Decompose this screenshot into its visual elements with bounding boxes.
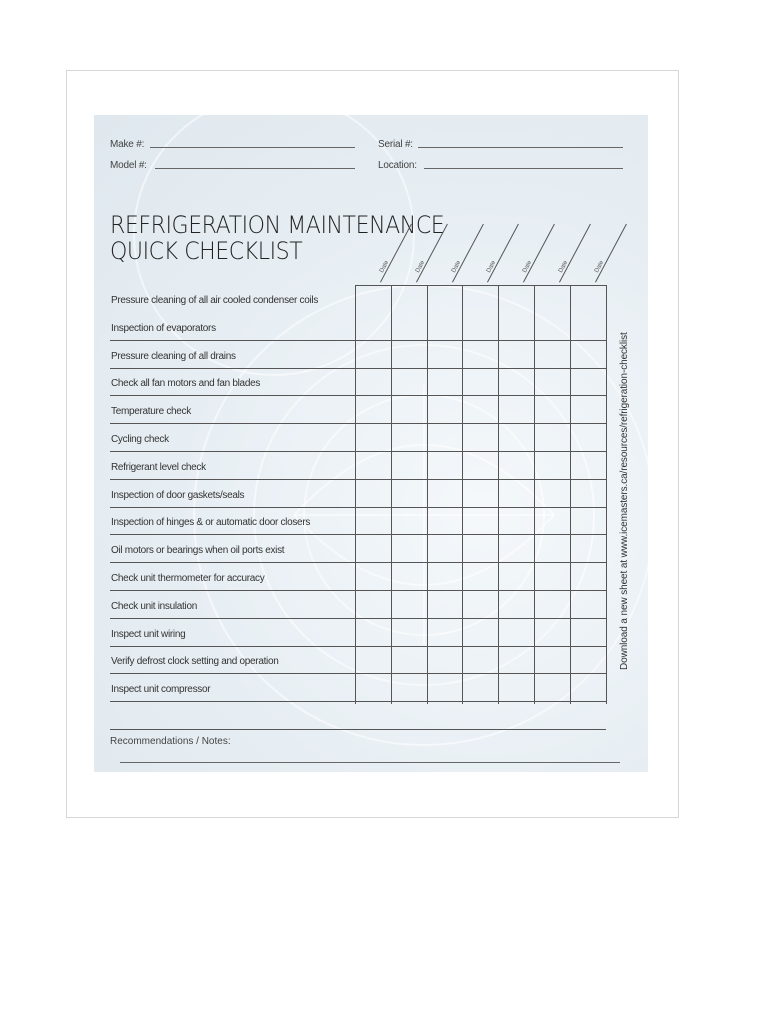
check-cell[interactable] [463, 314, 498, 341]
check-cell[interactable] [428, 647, 463, 674]
check-cell[interactable] [428, 286, 463, 313]
check-cell[interactable] [428, 342, 463, 369]
check-cell[interactable] [571, 620, 606, 647]
check-cell[interactable] [499, 314, 534, 341]
check-cell[interactable] [392, 397, 427, 424]
check-cell[interactable] [463, 647, 498, 674]
task-label: Check unit thermometer for accuracy [111, 573, 265, 584]
check-cell[interactable] [392, 536, 427, 563]
check-cell[interactable] [392, 620, 427, 647]
check-cell[interactable] [392, 647, 427, 674]
make-label: Make #: [110, 139, 145, 150]
check-cell[interactable] [499, 453, 534, 480]
check-cell[interactable] [392, 481, 427, 508]
date-column-label: Date [414, 259, 427, 274]
check-cell[interactable] [356, 314, 391, 341]
check-cell[interactable] [463, 397, 498, 424]
check-cell[interactable] [463, 453, 498, 480]
check-cell[interactable] [428, 397, 463, 424]
check-cell[interactable] [535, 481, 570, 508]
check-cell[interactable] [499, 592, 534, 619]
check-cell[interactable] [392, 425, 427, 452]
check-cell[interactable] [535, 342, 570, 369]
model-field[interactable] [155, 168, 355, 169]
task-label: Cycling check [111, 434, 169, 445]
check-cell[interactable] [535, 647, 570, 674]
check-cell[interactable] [571, 369, 606, 396]
check-cell[interactable] [535, 369, 570, 396]
task-label: Verify defrost clock setting and operation [111, 656, 279, 668]
serial-label: Serial #: [378, 139, 413, 150]
date-column-label: Date [379, 259, 391, 274]
check-cell[interactable] [499, 675, 534, 702]
task-label: Check all fan motors and fan blades [111, 378, 261, 390]
check-cell[interactable] [463, 536, 498, 563]
check-cell[interactable] [428, 425, 463, 452]
check-cell[interactable] [356, 286, 391, 313]
check-cell[interactable] [428, 314, 463, 341]
check-cell[interactable] [428, 620, 463, 647]
check-cell[interactable] [535, 397, 570, 424]
date-column-label: Date [486, 259, 498, 274]
check-cell[interactable] [535, 564, 570, 591]
check-cell[interactable] [463, 369, 498, 396]
check-cell[interactable] [463, 620, 498, 647]
grid-row-line [110, 729, 606, 730]
check-cell[interactable] [356, 536, 391, 563]
check-cell[interactable] [535, 314, 570, 341]
check-cell[interactable] [428, 453, 463, 480]
check-cell[interactable] [499, 536, 534, 563]
check-cell[interactable] [392, 314, 427, 341]
check-cell[interactable] [571, 564, 606, 591]
task-label: Pressure cleaning of all drains [111, 350, 236, 362]
check-cell[interactable] [428, 508, 463, 535]
task-label: Inspection of hinges & or automatic door closers [111, 517, 311, 529]
check-cell[interactable] [392, 369, 427, 396]
check-cell[interactable] [463, 342, 498, 369]
check-cell[interactable] [499, 342, 534, 369]
notes-label: Recommendations / Notes: [110, 736, 231, 747]
check-cell[interactable] [356, 675, 391, 702]
check-cell[interactable] [535, 675, 570, 702]
check-cell[interactable] [392, 592, 427, 619]
date-column-label: Date [522, 259, 534, 274]
check-cell[interactable] [499, 647, 534, 674]
check-cell[interactable] [499, 397, 534, 424]
check-cell[interactable] [571, 481, 606, 508]
location-label: Location: [378, 160, 417, 171]
check-cell[interactable] [499, 425, 534, 452]
check-cell[interactable] [463, 592, 498, 619]
check-cell[interactable] [535, 508, 570, 535]
task-label: Oil motors or bearings when oil ports exist [111, 545, 285, 557]
task-label: Inspect unit wiring [111, 628, 186, 640]
task-label: Refrigerant level check [111, 461, 206, 473]
check-cell[interactable] [428, 536, 463, 563]
location-field[interactable] [424, 168, 623, 169]
check-cell[interactable] [356, 620, 391, 647]
check-cell[interactable] [356, 342, 391, 369]
check-cell[interactable] [392, 342, 427, 369]
check-cell[interactable] [392, 675, 427, 702]
check-cell[interactable] [463, 481, 498, 508]
check-cell[interactable] [356, 369, 391, 396]
check-cell[interactable] [463, 564, 498, 591]
check-cell[interactable] [356, 425, 391, 452]
check-cell[interactable] [535, 425, 570, 452]
check-cell[interactable] [428, 564, 463, 591]
check-cell[interactable] [499, 620, 534, 647]
task-label: Temperature check [111, 406, 191, 418]
check-cell[interactable] [356, 592, 391, 619]
check-cell[interactable] [571, 342, 606, 369]
check-cell[interactable] [499, 286, 534, 313]
download-note: Download a new sheet at www.icemasters.ca/resources/refrigeration-checklist [619, 332, 630, 670]
check-cell[interactable] [463, 675, 498, 702]
check-cell[interactable] [463, 286, 498, 313]
serial-field[interactable] [418, 147, 623, 148]
check-cell[interactable] [392, 508, 427, 535]
task-label: Inspection of door gaskets/seals [111, 489, 245, 501]
title-line-1: REFRIGERATION MAINTENANCE [110, 211, 445, 239]
check-cell[interactable] [499, 481, 534, 508]
check-cell[interactable] [571, 592, 606, 619]
check-cell[interactable] [535, 620, 570, 647]
check-cell[interactable] [535, 536, 570, 563]
check-cell[interactable] [356, 397, 391, 424]
check-cell[interactable] [428, 592, 463, 619]
check-cell[interactable] [571, 397, 606, 424]
check-cell[interactable] [428, 369, 463, 396]
check-cell[interactable] [356, 564, 391, 591]
check-cell[interactable] [428, 675, 463, 702]
check-cell[interactable] [571, 453, 606, 480]
notes-field[interactable] [120, 762, 620, 763]
check-cell[interactable] [535, 286, 570, 313]
task-label: Inspect unit compressor [111, 684, 211, 696]
task-label: Inspection of evaporators [111, 322, 216, 334]
check-cell[interactable] [535, 453, 570, 480]
check-cell[interactable] [571, 425, 606, 452]
check-cell[interactable] [428, 481, 463, 508]
check-cell[interactable] [463, 425, 498, 452]
check-cell[interactable] [392, 286, 427, 313]
check-cell[interactable] [499, 508, 534, 535]
check-cell[interactable] [571, 675, 606, 702]
check-cell[interactable] [499, 369, 534, 396]
check-cell[interactable] [356, 453, 391, 480]
check-cell[interactable] [356, 481, 391, 508]
date-column-label: Date [558, 259, 570, 274]
check-cell[interactable] [392, 564, 427, 591]
task-label: Check unit insulation [111, 600, 197, 612]
date-column-label: Date [593, 259, 606, 274]
check-cell[interactable] [356, 508, 391, 535]
model-label: Model #: [110, 160, 147, 171]
check-cell[interactable] [356, 647, 391, 674]
check-cell[interactable] [571, 647, 606, 674]
check-cell[interactable] [571, 314, 606, 341]
check-cell[interactable] [571, 286, 606, 313]
check-cell[interactable] [392, 453, 427, 480]
check-cell[interactable] [535, 592, 570, 619]
check-cell[interactable] [571, 508, 606, 535]
check-cell[interactable] [463, 508, 498, 535]
task-label: Pressure cleaning of all air cooled condenser coils [111, 295, 319, 306]
check-cell[interactable] [499, 564, 534, 591]
date-column-label: Date [450, 259, 462, 274]
title-line-2: QUICK CHECKLIST [110, 237, 303, 265]
check-cell[interactable] [571, 536, 606, 563]
make-field[interactable] [150, 147, 355, 148]
